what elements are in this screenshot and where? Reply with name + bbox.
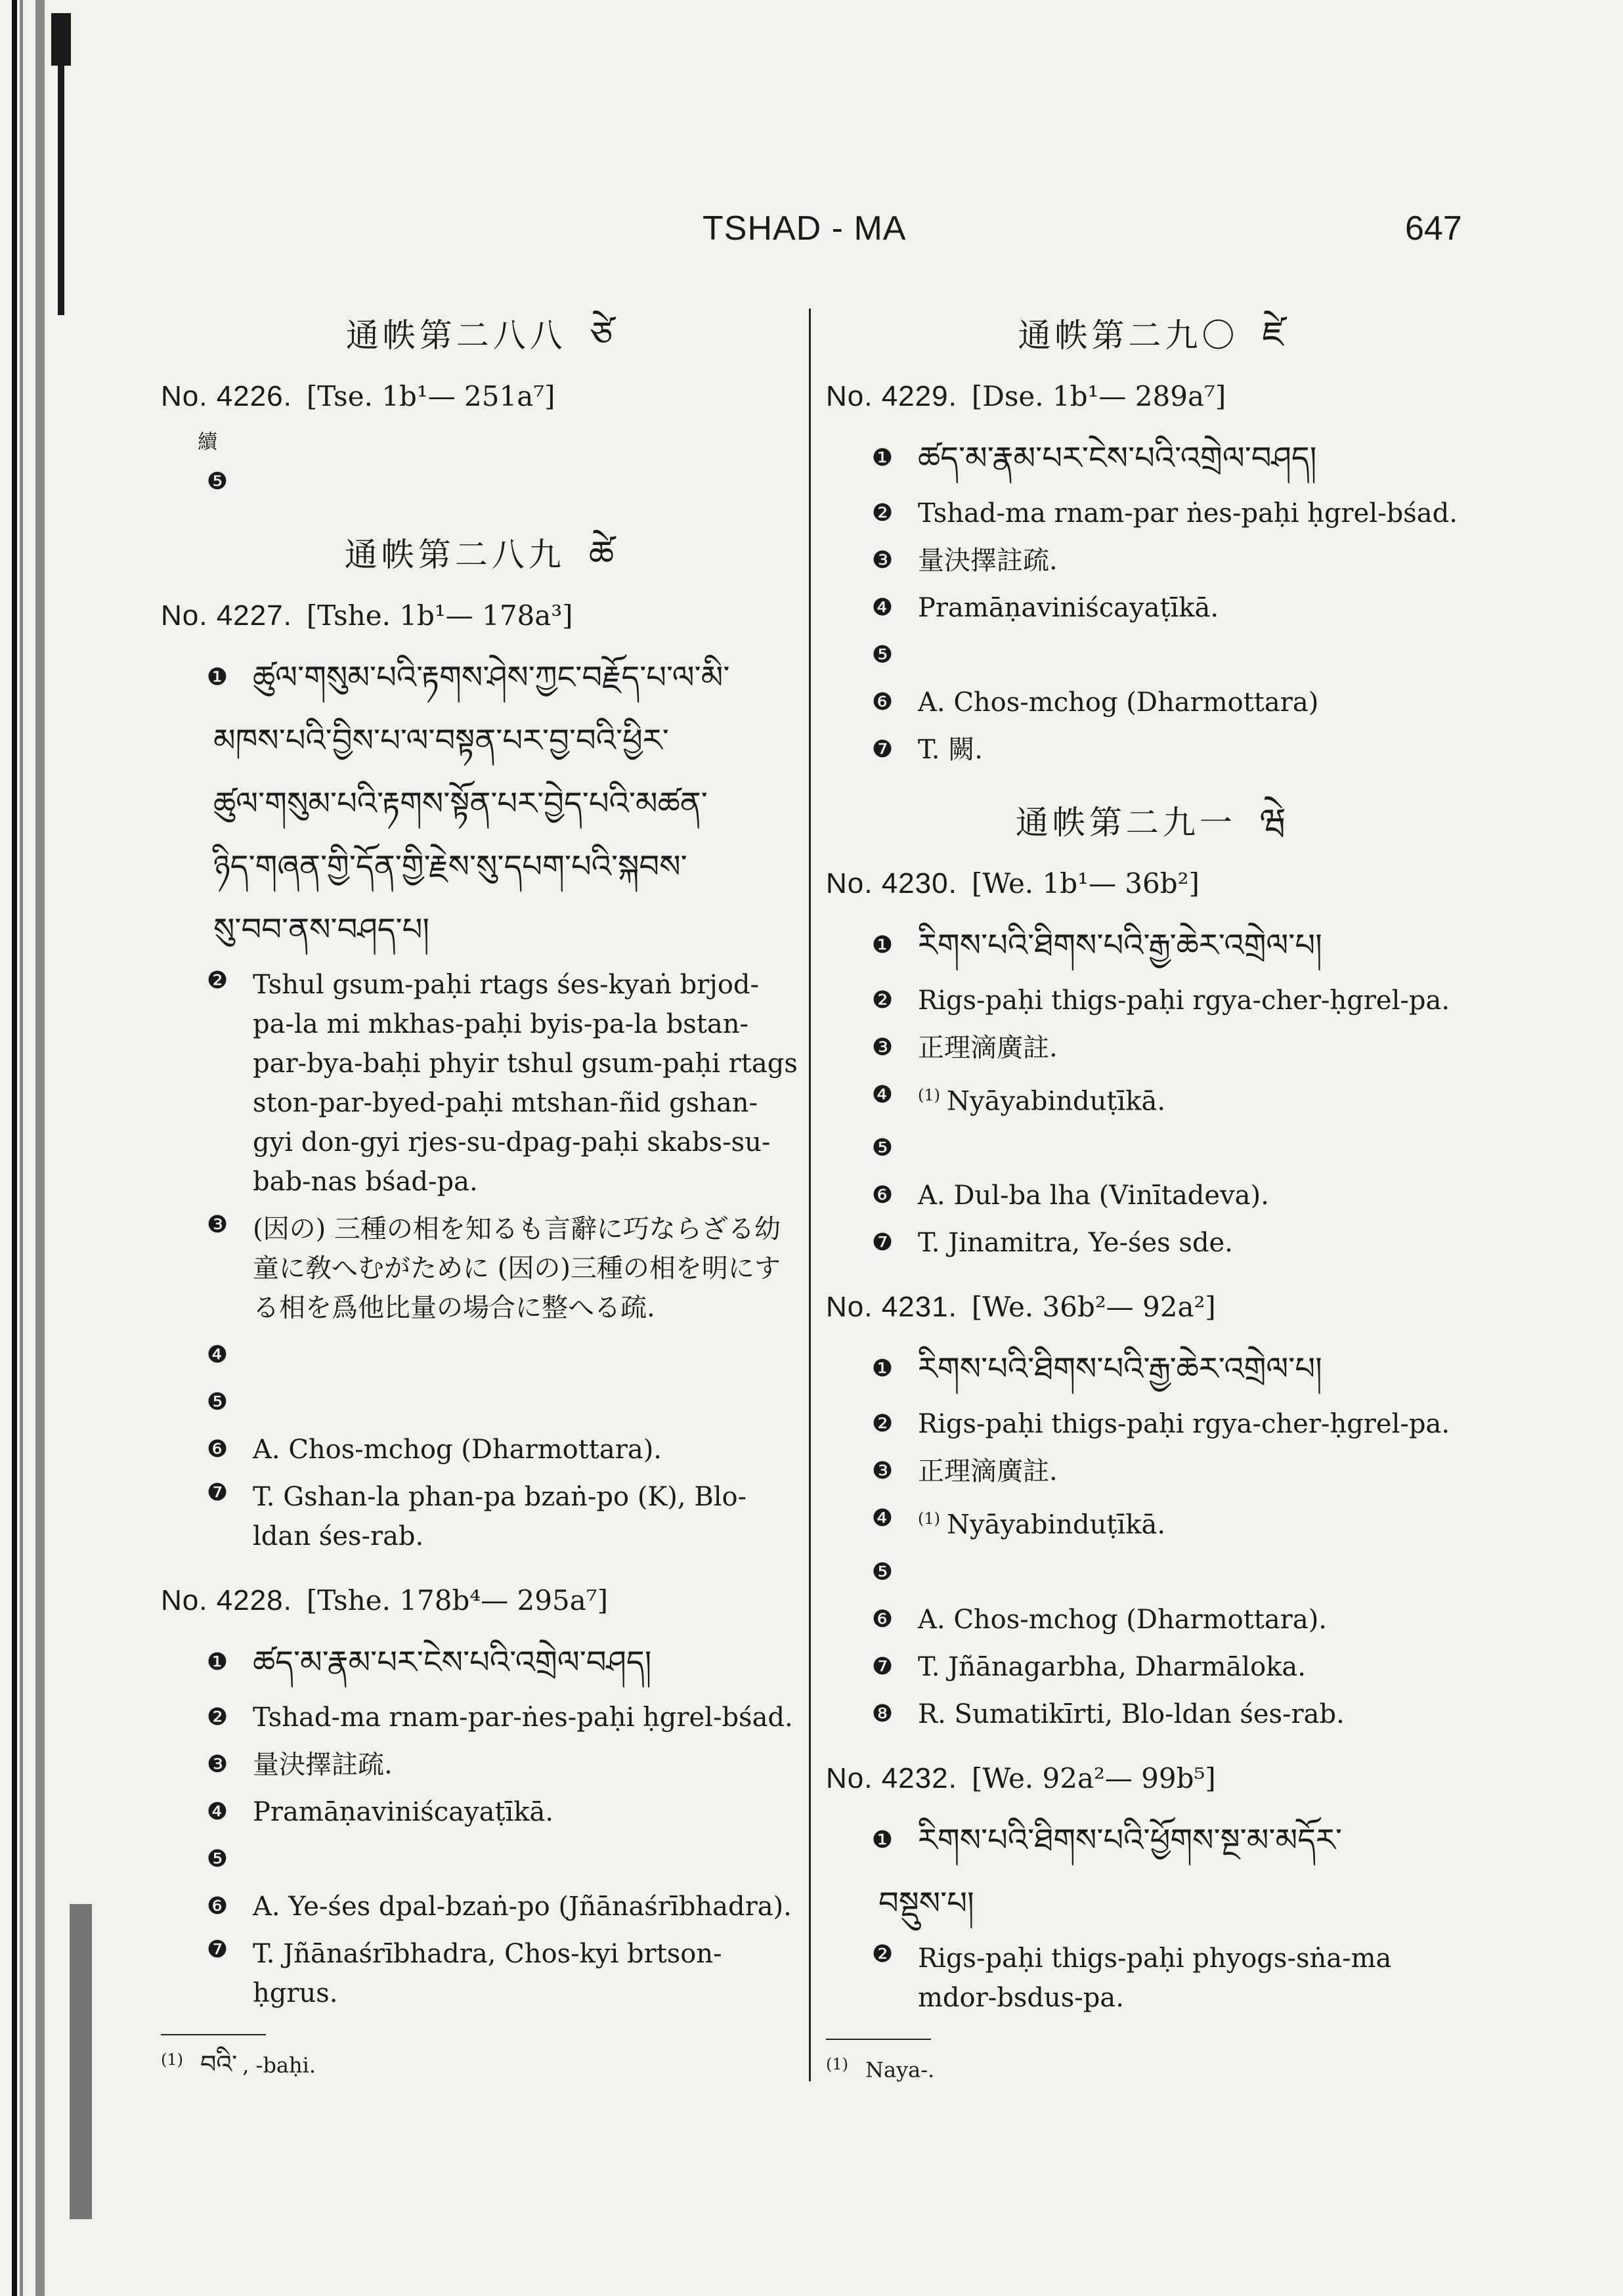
author: A. Ye-śes dpal-bzaṅ-po (Jñānaśrībhadra).: [253, 1892, 792, 1922]
entry-number: No. 4229.: [826, 380, 957, 412]
entry-header: [826, 865, 1476, 902]
field-marker-6: ❻: [206, 1893, 228, 1920]
field-marker-3: ❸: [871, 1458, 894, 1485]
transliteration: Rigs-paḥi thigs-paḥi rgya-cher-ḥgrel-pa.: [918, 1409, 1450, 1440]
footnote-text: , -baḥi.: [242, 2052, 316, 2078]
author: A. Chos-mchog (Dharmottara).: [253, 1435, 662, 1465]
field-marker-5: ❺: [871, 1558, 894, 1586]
field-marker-4: ❹: [871, 1081, 894, 1108]
tibetan-title-line: ཉིད་གཞན་གྱི་དོན་གྱི་རྗེས་སུ་དཔག་པའི་སྐབས་: [213, 848, 687, 885]
field-marker-5: ❺: [871, 1135, 894, 1162]
transliteration: Rigs-paḥi thigs-paḥi phyogs-sṅa-ma mdor-bsdus-pa.: [918, 1943, 1392, 2013]
entry-header: [826, 1289, 1476, 1326]
transliteration: Tshul gsum-paḥi rtags śes-kyaṅ brjod-pa-la mi mkhas-paḥi byis-pa-la bstan-par-bya-baḥi phyir tshul gsum-paḥi rtags ston-par-byed-paḥi mtshan-ñid gshan-gyi don-gyi rjes-su-dpag-paḥi skabs-su-bab-nas bśad-pa.: [253, 970, 798, 1197]
folio-reference: [Tshe. 178b⁴— 295a⁷]: [306, 1584, 608, 1616]
author: A. Dul-ba lha (Vinītadeva).: [918, 1180, 1269, 1211]
footnote-number: (1): [826, 2054, 848, 2073]
entry-4231: [826, 1289, 1476, 1737]
tibetan-title-line: ཚུལ་གསུམ་པའི་རྟགས་སྟོན་པར་བྱེད་པའི་མཚན་: [213, 785, 708, 822]
page-number: 647: [1405, 209, 1462, 248]
sanskrit-title: Pramāṇaviniścayaṭīkā.: [253, 1797, 554, 1827]
translators: T. Jñānaśrībhadra, Chos-kyi brtson-ḥgrus.: [253, 1939, 722, 2008]
field-marker-7: ❼: [871, 736, 894, 763]
tibetan-title: ཚད་མ་རྣམ་པར་ངེས་པའི་འགྲེལ་བཤད།: [253, 1644, 652, 1681]
folio-reference: [Dse. 1b¹— 289a⁷]: [971, 380, 1226, 412]
entry-header: [161, 1582, 798, 1619]
field-marker-5: ❺: [206, 1846, 228, 1873]
footnote-number: (1): [161, 2050, 183, 2069]
field-marker-5: ❺: [206, 1389, 228, 1416]
field-marker-2: ❷: [871, 1410, 894, 1438]
translators: T. 闕.: [918, 735, 983, 765]
field-marker-1: ❶: [871, 444, 894, 471]
japanese-translation: (因の) 三種の相を知るも言辭に巧ならざる幼童に敎へむがために (因の)三種の相を明にする相を爲他比量の場合に整へる疏.: [253, 1214, 781, 1323]
volume-heading: [161, 528, 798, 580]
tibetan-title: རིགས་པའི་ཐིགས་པའི་ཕྱོགས་སྔ་མ་མདོར་: [918, 1821, 1342, 1859]
sanskrit-title: Pramāṇaviniścayaṭīkā.: [918, 593, 1219, 623]
transliteration: Tshad-ma rnam-par ṅes-paḥi ḥgrel-bśad.: [918, 498, 1458, 529]
sanskrit-title: Nyāyabinduṭīkā.: [947, 1086, 1166, 1117]
translators: T. Jinamitra, Ye-śes sde.: [918, 1228, 1233, 1259]
entry-number: No. 4227.: [161, 599, 292, 632]
author: A. Chos-mchog (Dharmottara).: [918, 1604, 1328, 1635]
footnote-rule: [161, 2034, 266, 2035]
field-marker-1: ❶: [206, 664, 228, 691]
author: A. Chos-mchog (Dharmottara): [918, 687, 1319, 718]
footnote-reference: (1): [918, 1509, 940, 1528]
transliteration: Tshad-ma rnam-par-ṅes-paḥi ḥgrel-bśad.: [253, 1702, 793, 1733]
volume-number: 通帙第二九一: [1015, 804, 1236, 842]
entry-4229: [826, 378, 1476, 773]
footnote: [826, 2048, 1476, 2087]
field-marker-5: ❺: [871, 641, 894, 668]
chinese-title: 正理滴廣註.: [918, 1033, 1058, 1063]
footnote: [161, 2043, 798, 2082]
chinese-title: 量決擇註疏.: [918, 546, 1058, 576]
entry-number: No. 4232.: [826, 1762, 957, 1794]
field-marker-2: ❷: [206, 1704, 228, 1731]
field-marker-7: ❼: [206, 1479, 228, 1506]
entry-number: No. 4228.: [161, 1584, 292, 1616]
entry-4228: [161, 1582, 798, 2017]
volume-heading: [826, 796, 1476, 848]
translators: T. Jñānagarbha, Dharmāloka.: [918, 1651, 1306, 1682]
field-marker-1: ❶: [871, 932, 894, 959]
right-column: [826, 309, 1476, 2086]
entry-4232: [826, 1760, 1476, 2022]
volume-letter: ཛེ: [1262, 314, 1284, 355]
footnote-tibetan: བའི་: [200, 2049, 238, 2079]
field-marker-2: ❷: [871, 500, 894, 527]
chinese-title: 量決擇註疏.: [253, 1750, 393, 1780]
field-marker-2: ❷: [206, 967, 228, 994]
entry-number: No. 4226.: [161, 380, 292, 412]
volume-letter: ཚེ: [588, 533, 615, 574]
tibetan-title: ཚུལ་གསུམ་པའི་རྟགས་ཤེས་ཀྱང་བརྗོད་པ་ལ་མི་: [253, 659, 730, 696]
tibetan-title: ཚད་མ་རྣམ་པར་ངེས་པའི་འགྲེལ་བཤད།: [918, 440, 1317, 477]
volume-heading: [161, 309, 798, 361]
entry-4227: [161, 597, 798, 1560]
tibetan-title-line: སུ་བབ་ནས་བཤད་པ།: [213, 911, 429, 948]
field-marker-6: ❻: [206, 1436, 228, 1463]
volume-number: 通帙第二八八: [345, 316, 567, 355]
entry-number: No. 4230.: [826, 867, 957, 899]
volume-letter: ཝེ: [1259, 801, 1287, 842]
field-marker-6: ❻: [871, 1605, 894, 1633]
field-marker-3: ❸: [871, 1034, 894, 1061]
field-marker-3: ❸: [206, 1211, 228, 1238]
field-marker-6: ❻: [871, 689, 894, 716]
field-marker-4: ❹: [871, 594, 894, 621]
folio-reference: [Tshe. 1b¹— 178a³]: [306, 599, 573, 632]
entry-number: No. 4231.: [826, 1291, 957, 1324]
field-marker-2: ❷: [871, 987, 894, 1014]
field-marker-7: ❼: [871, 1229, 894, 1257]
field-marker-4: ❹: [206, 1798, 228, 1825]
field-marker-7: ❼: [206, 1936, 228, 1963]
entry-4226: [161, 378, 798, 506]
column-divider: [809, 309, 811, 2081]
transliteration: Rigs-paḥi thigs-paḥi rgya-cher-ḥgrel-pa.: [918, 986, 1450, 1016]
field-marker-5: ❺: [206, 468, 228, 495]
entry-header: [826, 378, 1476, 415]
tibetan-title: རིགས་པའི་ཐིགས་པའི་རྒྱ་ཆེར་འགྲེལ་པ།: [918, 927, 1322, 964]
field-marker-6: ❻: [871, 1182, 894, 1209]
entry-4230: [826, 865, 1476, 1267]
field-marker-4: ❹: [871, 1505, 894, 1532]
volume-heading: [826, 309, 1476, 361]
entry-header: [161, 378, 798, 415]
running-header-title: TSHAD - MA: [703, 209, 907, 248]
scan-binding-edge: [12, 0, 97, 2296]
volume-letter: ཙེ: [590, 314, 613, 355]
field-marker-3: ❸: [871, 547, 894, 574]
folio-reference: [We. 92a²— 99b⁵]: [971, 1762, 1216, 1794]
tibetan-title-line: མཁས་པའི་བྱིས་པ་ལ་བསྟན་པར་བྱ་བའི་ཕྱིར་: [213, 722, 669, 759]
footnote-rule: [826, 2039, 931, 2040]
field-marker-1: ❶: [206, 1649, 228, 1676]
volume-number: 通帙第二八九: [344, 536, 565, 574]
footnote-reference: (1): [918, 1086, 940, 1104]
reviser: R. Sumatikīrti, Blo-ldan śes-rab.: [918, 1699, 1345, 1729]
field-marker-8: ❽: [871, 1700, 894, 1727]
field-marker-3: ❸: [206, 1751, 228, 1778]
tibetan-title-line: བསྡུས་པ།: [878, 1884, 974, 1922]
sanskrit-title: Nyāyabinduṭīkā.: [947, 1509, 1166, 1540]
folio-reference: [We. 1b¹— 36b²]: [971, 867, 1200, 899]
field-marker-2: ❷: [871, 1940, 894, 1968]
left-column: [161, 309, 798, 2082]
entry-header: [161, 597, 798, 634]
volume-number: 通帙第二九〇: [1018, 316, 1239, 355]
tibetan-title: རིགས་པའི་ཐིགས་པའི་རྒྱ་ཆེར་འགྲེལ་པ།: [918, 1351, 1322, 1388]
field-marker-7: ❼: [871, 1653, 894, 1680]
translators: T. Gshan-la phan-pa bzaṅ-po (K), Blo-ldan śes-rab.: [253, 1482, 747, 1551]
field-marker-1: ❶: [871, 1355, 894, 1383]
entry-header: [826, 1760, 1476, 1797]
folio-reference: [Tse. 1b¹— 251a⁷]: [306, 380, 555, 412]
folio-reference: [We. 36b²— 92a²]: [971, 1291, 1216, 1324]
field-marker-4: ❹: [206, 1341, 228, 1368]
continued-mark: 續: [198, 431, 217, 454]
chinese-title: 正理滴廣註.: [918, 1456, 1058, 1487]
footnote-text: Naya-.: [865, 2057, 935, 2083]
field-marker-1: ❶: [871, 1826, 894, 1853]
